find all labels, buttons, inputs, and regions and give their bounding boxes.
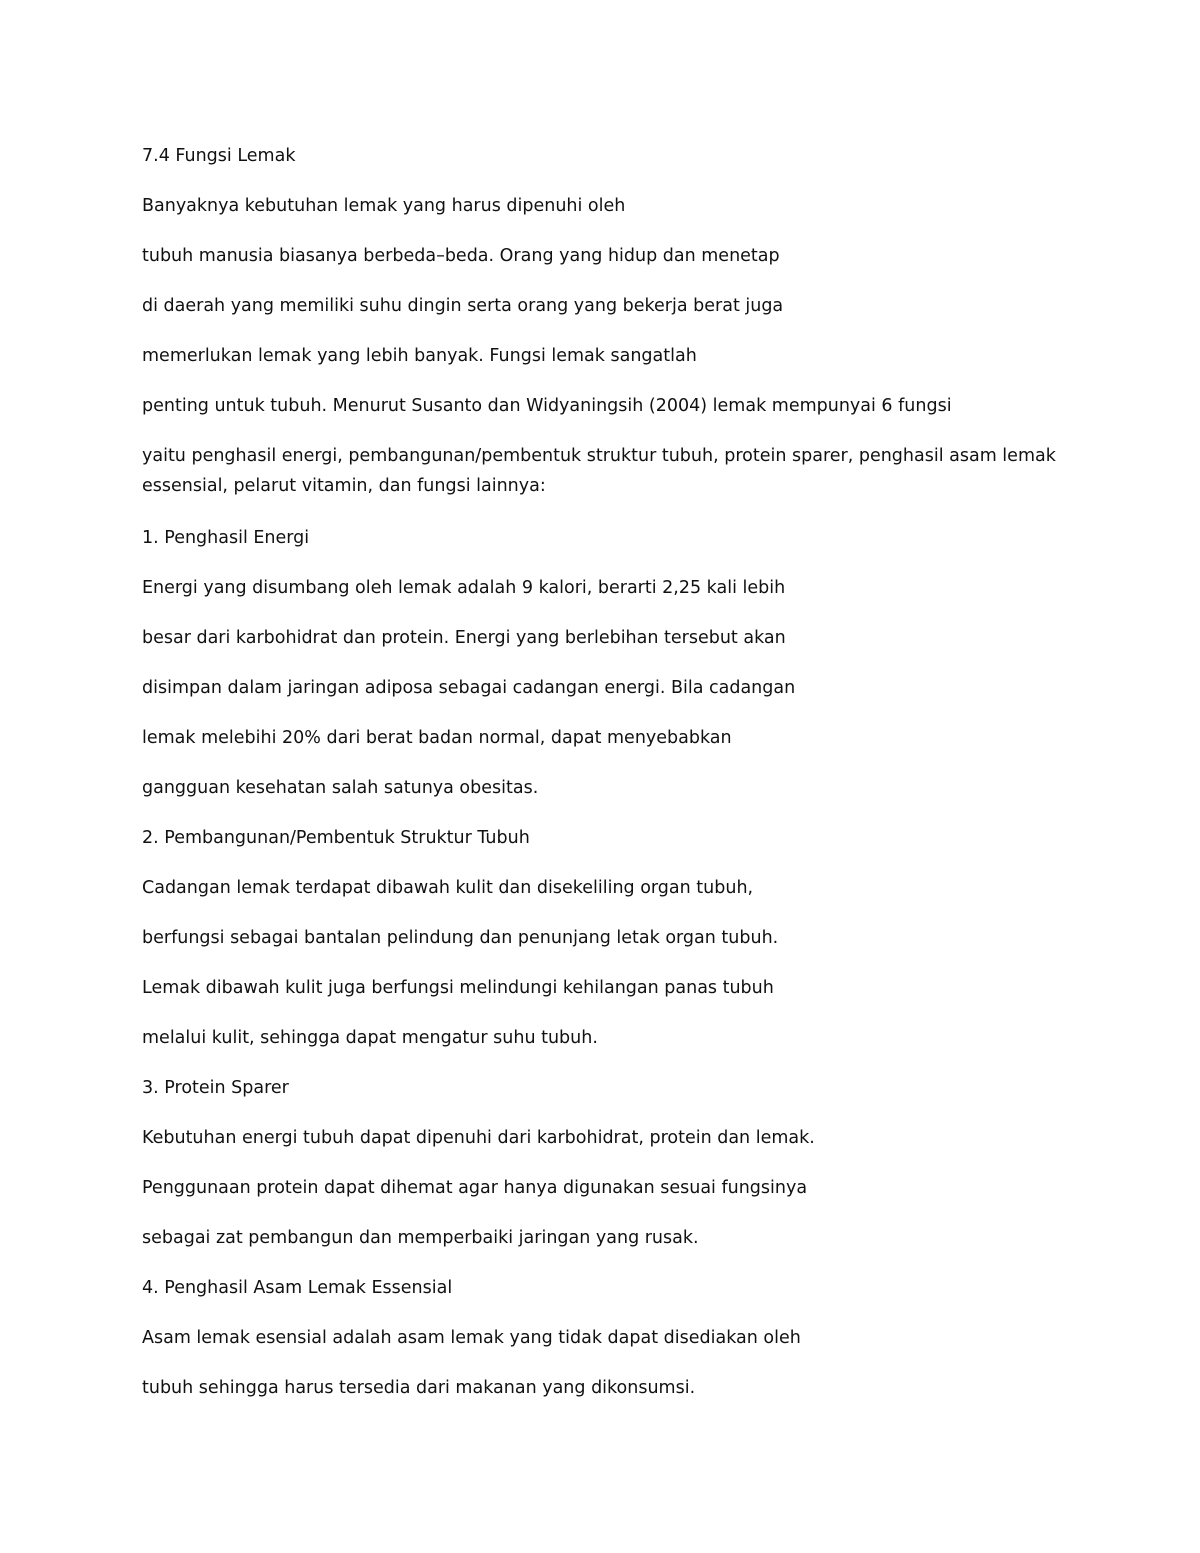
text-line: tubuh manusia biasanya berbeda–beda. Orang yang hidup dan menetap [142,246,780,266]
text-line: melalui kulit, sehingga dapat mengatur suhu tubuh. [142,1028,598,1048]
section-heading: 7.4 Fungsi Lemak [142,146,296,166]
subsection-heading: 2. Pembangunan/Pembentuk Struktur Tubuh [142,828,530,848]
text-line: Banyaknya kebutuhan lemak yang harus dipenuhi oleh [142,196,626,216]
text-line: berfungsi sebagai bantalan pelindung dan penunjang letak organ tubuh. [142,928,779,948]
text-line: Energi yang disumbang oleh lemak adalah 9 kalori, berarti 2,25 kali lebih [142,578,786,598]
text-line: gangguan kesehatan salah satunya obesitas. [142,778,539,798]
text-line: Kebutuhan energi tubuh dapat dipenuhi dari karbohidrat, protein dan lemak. [142,1128,815,1148]
text-line: Cadangan lemak terdapat dibawah kulit dan disekeliling organ tubuh, [142,878,754,898]
text-line: disimpan dalam jaringan adiposa sebagai cadangan energi. Bila cadangan [142,678,796,698]
text-line: di daerah yang memiliki suhu dingin serta orang yang bekerja berat juga [142,296,784,316]
subsection-heading: 1. Penghasil Energi [142,528,310,548]
text-line: memerlukan lemak yang lebih banyak. Fungsi lemak sangatlah [142,346,697,366]
subsection-heading: 4. Penghasil Asam Lemak Essensial [142,1278,453,1298]
text-line: yaitu penghasil energi, pembangunan/pembentuk struktur tubuh, protein sparer, penghasil asam lemak essensial, pelarut vitamin, dan fungsi lainnya: [142,446,1056,496]
document-body [142,143,1072,1425]
text-line: lemak melebihi 20% dari berat badan normal, dapat menyebabkan [142,728,732,748]
text-line: Asam lemak esensial adalah asam lemak yang tidak dapat disediakan oleh [142,1328,801,1348]
text-line: tubuh sehingga harus tersedia dari makanan yang dikonsumsi. [142,1378,696,1398]
text-line: Lemak dibawah kulit juga berfungsi melindungi kehilangan panas tubuh [142,978,774,998]
subsection-heading: 3. Protein Sparer [142,1078,289,1098]
text-line: sebagai zat pembangun dan memperbaiki jaringan yang rusak. [142,1228,699,1248]
text-line: Penggunaan protein dapat dihemat agar hanya digunakan sesuai fungsinya [142,1178,808,1198]
text-line: penting untuk tubuh. Menurut Susanto dan Widyaningsih (2004) lemak mempunyai 6 fungsi [142,396,952,416]
text-line: besar dari karbohidrat dan protein. Energi yang berlebihan tersebut akan [142,628,786,648]
